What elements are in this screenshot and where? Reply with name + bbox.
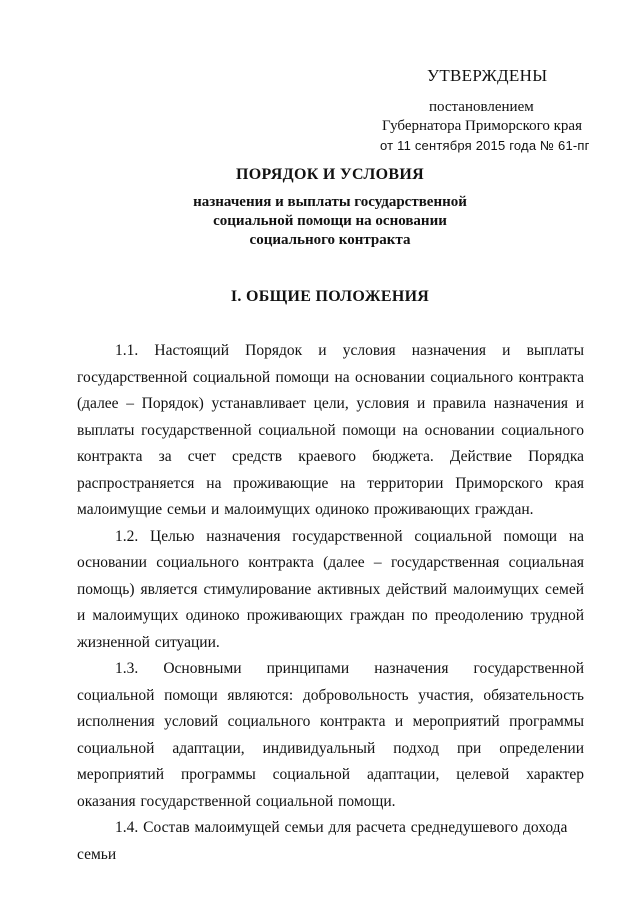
document-subtitle xyxy=(0,193,640,250)
paragraph-1-1: 1.1. Настоящий Порядок и условия назначения и выплаты государственной социальной помощи на основании социального контракта (далее – Порядок) устанавливает цели, условия и правила назначения и выплаты государственной социальной помощи на основании социального контракта за счет средств краевого бюджета. Действие Порядка распространяется на проживающие на территории Приморского края малоимущие семьи и малоимущих одиноко проживающих граждан. xyxy=(77,342,584,518)
approval-line-governor: Губернатора Приморского края xyxy=(382,118,582,134)
paragraph-1-2: 1.2. Целью назначения государственной социальной помощи на основании социального контракта (далее – государственная социальная помощь) является стимулирование активных действий малоимущих семей и малоимущих одиноко проживающих граждан по преодолению трудной жизненной ситуации. xyxy=(77,527,584,651)
paragraph-1-4: 1.4. Состав малоимущей семьи для расчета среднедушевого дохода семьи xyxy=(77,819,568,863)
approval-line-date: от 11 сентября 2015 года № 61-пг xyxy=(380,138,590,153)
approval-heading: УТВЕРЖДЕНЫ xyxy=(427,66,548,85)
approval-line-resolution: постановлением xyxy=(429,99,534,115)
document-subtitle-text: назначения и выплаты государственной социальной помощи на основании социального контракта xyxy=(193,194,467,248)
document-body xyxy=(77,338,584,868)
approval-block xyxy=(370,66,620,155)
document-title: ПОРЯДОК И УСЛОВИЯ xyxy=(236,166,424,183)
paragraph-1-3: 1.3. Основными принципами назначения государственной социальной помощи являются: добровольность участия, обязательность исполнения условий социального контракта и мероприятий программы социальной адаптации, индивидуальный подход при определении мероприятий программы социальной адаптации, целевой характер оказания государственной социальной помощи. xyxy=(77,660,584,810)
section-heading: I. ОБЩИЕ ПОЛОЖЕНИЯ xyxy=(230,288,430,305)
